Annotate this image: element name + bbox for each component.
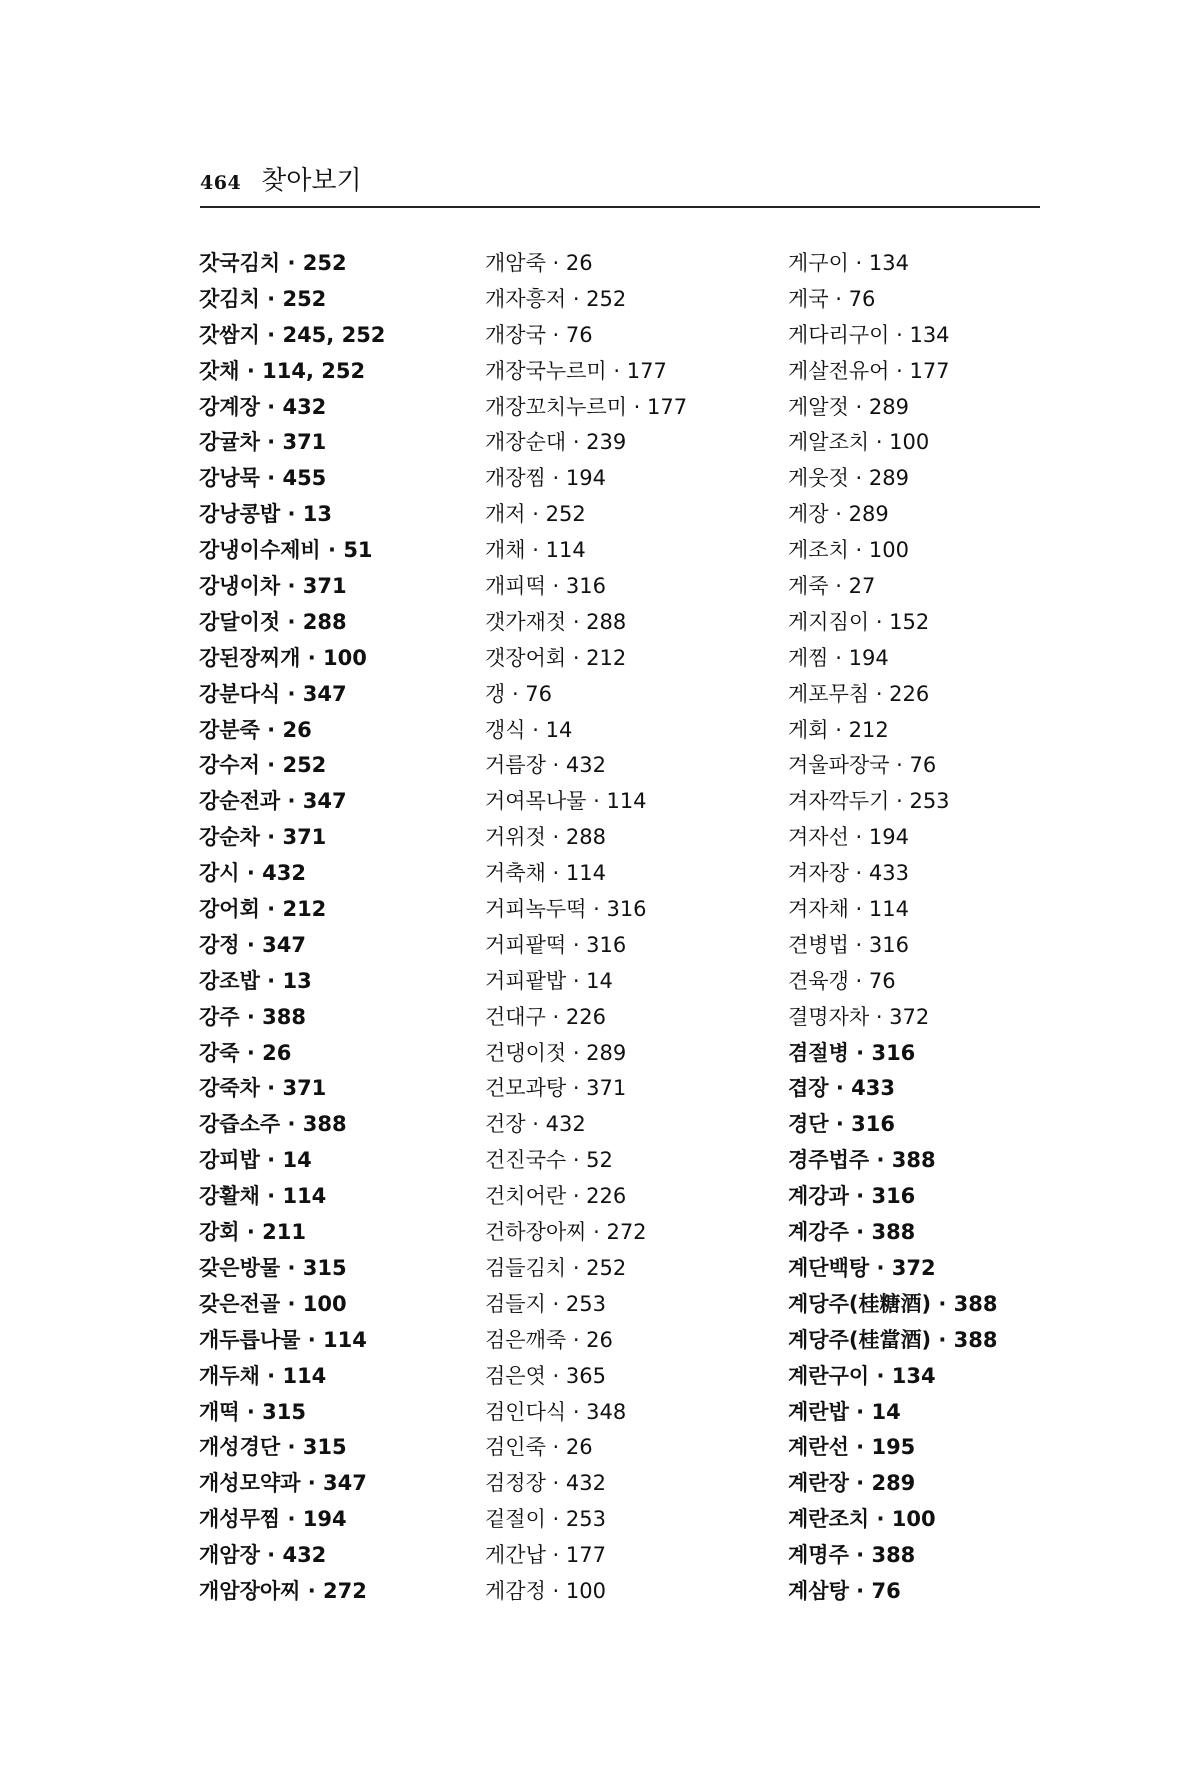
index-entry: 계강과 · 316 (788, 1184, 916, 1209)
index-entry: 검인죽 · 26 (485, 1435, 593, 1460)
index-entry: 개장찜 · 194 (485, 466, 606, 491)
index-entry: 갓김치 · 252 (199, 286, 327, 311)
index-entry: 건하장아찌 · 272 (485, 1220, 647, 1245)
index-entry: 겹장 · 433 (788, 1076, 896, 1101)
index-entry: 개두릅나물 · 114 (199, 1327, 367, 1352)
index-entry: 갱식 · 14 (485, 717, 573, 742)
index-entry: 게회 · 212 (788, 717, 889, 742)
index-entry: 검은엿 · 365 (485, 1363, 606, 1388)
index-entry: 강계장 · 432 (199, 394, 327, 419)
index-entry: 게다리구이 · 134 (788, 322, 950, 347)
index-entry: 게알젓 · 289 (788, 394, 909, 419)
index-entry: 검인다식 · 348 (485, 1399, 627, 1424)
page-header (200, 160, 1040, 197)
index-entry: 갓쌈지 · 245, 252 (199, 322, 386, 347)
index-entry: 개피떡 · 316 (485, 574, 606, 599)
index-entry: 개장꼬치누르미 · 177 (485, 394, 688, 419)
index-entry: 강냉이차 · 371 (199, 574, 347, 599)
index-entry: 강순차 · 371 (199, 825, 327, 850)
index-entry: 개저 · 252 (485, 502, 586, 527)
index-entry: 계란장 · 289 (788, 1471, 916, 1496)
index-entry: 계란선 · 195 (788, 1435, 916, 1460)
index-entry: 건치어란 · 226 (485, 1184, 627, 1209)
index-entry: 개채 · 114 (485, 538, 586, 563)
index-entry: 개암장아찌 · 272 (199, 1578, 367, 1603)
index-entry: 계강주 · 388 (788, 1220, 916, 1245)
index-entry: 겸절병 · 316 (788, 1040, 916, 1065)
index-entry: 거피팥밥 · 14 (485, 968, 613, 993)
index-entry: 계란밥 · 14 (788, 1399, 901, 1424)
index-entry: 계삼탕 · 76 (788, 1578, 901, 1603)
index-entry: 게조치 · 100 (788, 538, 909, 563)
index-entry: 계당주(桂當酒) · 388 (788, 1327, 998, 1352)
index-entry: 결명자차 · 372 (788, 1004, 930, 1029)
index-entry: 게포무침 · 226 (788, 681, 930, 706)
index-entry: 개두채 · 114 (199, 1363, 327, 1388)
index-entry: 강피밥 · 14 (199, 1148, 312, 1173)
index-entry: 개떡 · 315 (199, 1399, 307, 1424)
index-entry: 건진국수 · 52 (485, 1148, 613, 1173)
index-entry: 건대구 · 226 (485, 1004, 606, 1029)
index-entry: 강분죽 · 26 (199, 717, 312, 742)
index-entry: 개성경단 · 315 (199, 1435, 347, 1460)
index-entry: 갓국김치 · 252 (199, 251, 347, 275)
index-entry: 거위젓 · 288 (485, 825, 606, 850)
index-entry: 강분다식 · 347 (199, 681, 347, 706)
index-entry: 개성무찜 · 194 (199, 1507, 347, 1532)
index-entry: 강활채 · 114 (199, 1184, 327, 1209)
index-entry: 갖은방물 · 315 (199, 1255, 347, 1280)
index-entry: 게간납 · 177 (485, 1543, 606, 1568)
index-entry: 개장순대 · 239 (485, 430, 627, 455)
index-entry: 강귤차 · 371 (199, 430, 327, 455)
index-entry: 강주 · 388 (199, 1004, 307, 1029)
index-entry: 계단백탕 · 372 (788, 1255, 936, 1280)
index-entry: 견병법 · 316 (788, 932, 909, 957)
index-entry: 개암장 · 432 (199, 1543, 327, 1568)
index-entry: 갓채 · 114, 252 (199, 358, 366, 383)
index-entry: 거여목나물 · 114 (485, 789, 647, 814)
index-entry: 게감정 · 100 (485, 1578, 606, 1603)
page-number: 464 (200, 172, 242, 194)
index-entry: 강정 · 347 (199, 932, 307, 957)
index-entry: 갖은전골 · 100 (199, 1291, 347, 1316)
index-entry: 겨자장 · 433 (788, 861, 909, 886)
index-entry: 강냉이수제비 · 51 (199, 538, 373, 563)
index-entry: 개암죽 · 26 (485, 251, 593, 275)
index-entry: 강시 · 432 (199, 861, 307, 886)
index-entry: 겨자선 · 194 (788, 825, 909, 850)
index-entry: 계란조치 · 100 (788, 1507, 936, 1532)
index-entry: 경주법주 · 388 (788, 1148, 936, 1173)
index-entry: 거피팥떡 · 316 (485, 932, 627, 957)
index-entry: 건댕이젓 · 289 (485, 1040, 627, 1065)
header-rule (200, 206, 1040, 208)
index-entry: 거축채 · 114 (485, 861, 606, 886)
index-entry: 갯가재젓 · 288 (485, 609, 627, 634)
index-entry: 강회 · 211 (199, 1220, 307, 1245)
index-column-3 (788, 246, 998, 1610)
index-entry: 게찜 · 194 (788, 645, 889, 670)
index-column-2 (485, 246, 687, 1610)
index-entry: 강죽차 · 371 (199, 1076, 327, 1101)
index-entry: 게국 · 76 (788, 286, 876, 311)
index-entry: 개장국 · 76 (485, 322, 593, 347)
index-entry: 강순전과 · 347 (199, 789, 347, 814)
index-entry: 강조밥 · 13 (199, 968, 312, 993)
page-title: 찾아보기 (261, 166, 362, 196)
index-entry: 게죽 · 27 (788, 574, 876, 599)
index-entry: 계란구이 · 134 (788, 1363, 936, 1388)
index-entry: 강수저 · 252 (199, 753, 327, 778)
index-entry: 강즙소주 · 388 (199, 1112, 347, 1137)
index-entry: 게알조치 · 100 (788, 430, 930, 455)
index-entry: 강낭콩밥 · 13 (199, 502, 332, 527)
index-entry: 개자흥저 · 252 (485, 286, 627, 311)
index-entry: 겨자채 · 114 (788, 897, 909, 922)
index-entry: 견육갱 · 76 (788, 968, 896, 993)
index-entry: 검정장 · 432 (485, 1471, 606, 1496)
index-entry: 계명주 · 388 (788, 1543, 916, 1568)
index-entry: 게장 · 289 (788, 502, 889, 527)
index-entry: 검은깨죽 · 26 (485, 1327, 613, 1352)
index-entry: 갯장어회 · 212 (485, 645, 627, 670)
index-entry: 거피녹두떡 · 316 (485, 897, 647, 922)
index-column-1 (199, 246, 385, 1610)
index-entry: 강달이젓 · 288 (199, 609, 347, 634)
index-entry: 거름장 · 432 (485, 753, 606, 778)
index-entry: 겨자깍두기 · 253 (788, 789, 950, 814)
index-entry: 건장 · 432 (485, 1112, 586, 1137)
index-entry: 계당주(桂糖酒) · 388 (788, 1291, 998, 1316)
index-entry: 건모과탕 · 371 (485, 1076, 627, 1101)
index-entry: 게지짐이 · 152 (788, 609, 930, 634)
index-entry: 강된장찌개 · 100 (199, 645, 367, 670)
index-entry: 갱 · 76 (485, 681, 553, 706)
index-entry: 경단 · 316 (788, 1112, 896, 1137)
index-entry: 강어회 · 212 (199, 897, 327, 922)
index-entry: 겨울파장국 · 76 (788, 753, 937, 778)
index-entry: 검들김치 · 252 (485, 1255, 627, 1280)
index-entry: 개성모약과 · 347 (199, 1471, 367, 1496)
index-entry: 개장국누르미 · 177 (485, 358, 667, 383)
index-entry: 강낭묵 · 455 (199, 466, 327, 491)
index-entry: 강죽 · 26 (199, 1040, 292, 1065)
index-entry: 겉절이 · 253 (485, 1507, 606, 1532)
index-entry: 검들지 · 253 (485, 1291, 606, 1316)
index-entry: 게웃젓 · 289 (788, 466, 909, 491)
index-entry: 게구이 · 134 (788, 251, 909, 275)
index-entry: 게살전유어 · 177 (788, 358, 950, 383)
